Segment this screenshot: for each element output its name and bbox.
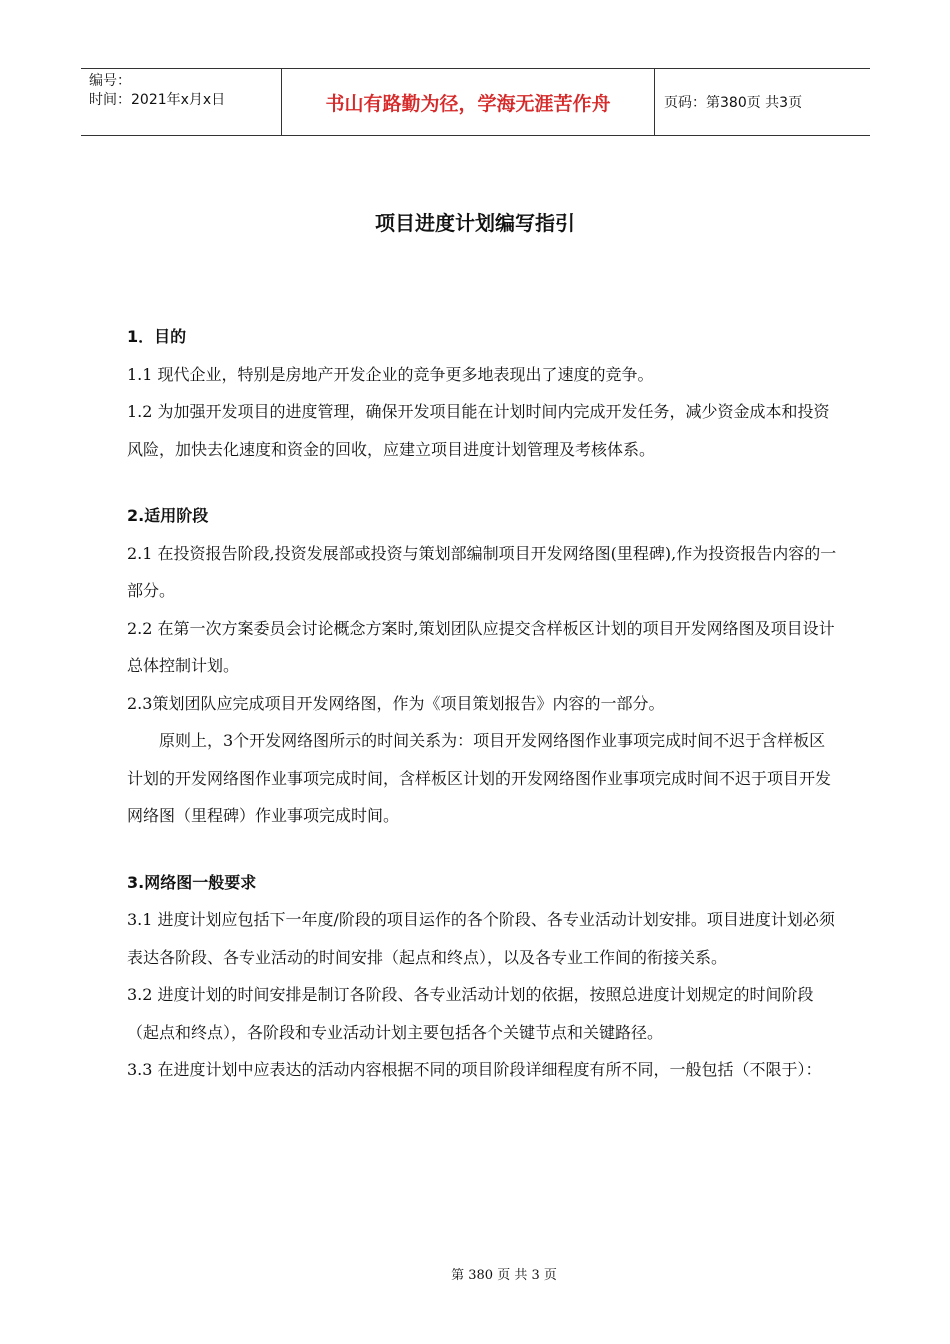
- page-number-cell: [655, 69, 870, 135]
- number-label: 编号：: [89, 73, 131, 89]
- section-heading: 3.网络图一般要求: [127, 872, 257, 892]
- document-body: [127, 318, 839, 1089]
- section-heading: 1．目的: [127, 327, 187, 346]
- paragraph: 2.2 在第一次方案委员会讨论概念方案时,策划团队应提交含样板区计划的项目开发网络图及项目设计总体控制计划。: [127, 618, 835, 675]
- document-title: 项目进度计划编写指引: [375, 211, 575, 235]
- header-info-cell: [81, 69, 282, 135]
- paragraph: 1.1 现代企业，特别是房地产开发企业的竞争更多地表现出了速度的竞争。: [127, 364, 654, 384]
- paragraph: 1.2 为加强开发项目的进度管理，确保开发项目能在计划时间内完成开发任务，减少资金成本和投资风险，加快去化速度和资金的回收，应建立项目进度计划管理及考核体系。: [127, 402, 830, 459]
- paragraph: 原则上，3个开发网络图所示的时间关系为：项目开发网络图作业事项完成时间不迟于含样板区计划的开发网络图作业事项完成时间，含样板区计划的开发网络图作业事项完成时间不迟于项目开发网络图（里程碑）作业事项完成时间。: [127, 731, 832, 825]
- time-label: 时间：2021年x月x日: [89, 92, 226, 108]
- motto-cell: [282, 69, 655, 135]
- paragraph: 3.2 进度计划的时间安排是制订各阶段、各专业活动计划的依据，按照总进度计划规定的时间阶段（起点和终点），各阶段和专业活动计划主要包括各个关键节点和关键路径。: [127, 985, 814, 1042]
- motto-text: 书山有路勤为径，学海无涯苦作舟: [325, 92, 611, 115]
- section-network-requirements: [127, 864, 839, 1089]
- section-heading: 2.适用阶段: [127, 506, 209, 525]
- section-purpose: [127, 318, 839, 468]
- paragraph: 3.3 在进度计划中应表达的活动内容根据不同的项目阶段详细程度有所不同，一般包括（不限于）：: [127, 1060, 822, 1079]
- page-header: [81, 68, 870, 136]
- paragraph: 3.1 进度计划应包括下一年度/阶段的项目运作的各个阶段、各专业活动计划安排。项目进度计划必须表达各阶段、各专业活动的时间安排（起点和终点），以及各专业工作间的衔接关系。: [127, 910, 835, 967]
- page-footer: 第 380 页 共 3 页: [451, 1268, 557, 1283]
- paragraph: 2.3策划团队应完成项目开发网络图，作为《项目策划报告》内容的一部分。: [127, 693, 665, 713]
- paragraph: 2.1 在投资报告阶段,投资发展部或投资与策划部编制项目开发网络图(里程碑),作为投资报告内容的一部分。: [127, 543, 837, 600]
- page-label: 页码：第380页 共3页: [664, 95, 803, 111]
- section-applicable-stage: [127, 497, 839, 835]
